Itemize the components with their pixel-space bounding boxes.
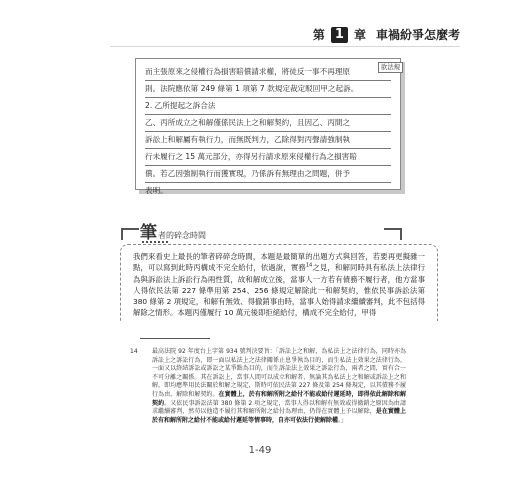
- answer-line: 則。法院應依第 249 條第 1 項第 7 款規定裁定駁回甲之起訴。: [145, 80, 391, 98]
- answer-line: 表明。: [145, 186, 168, 195]
- answer-line: 乙、丙所成立之和解僅係民法上之和解契約，且因乙、丙間之: [145, 114, 391, 132]
- chapter-header: [313, 26, 460, 43]
- page-number: 1-49: [248, 445, 272, 456]
- law-tag: 欲法規: [378, 62, 403, 73]
- essay-paragraph: [133, 251, 425, 319]
- footnote-number: 14: [130, 348, 138, 355]
- answer-line: 2. 乙所提起之訴合法: [145, 97, 391, 115]
- chapter-suffix: 章: [353, 28, 366, 42]
- corner-decoration-left: [121, 228, 139, 240]
- footnote-ref: 14: [305, 262, 313, 269]
- essay-text: 之見，和解同時具有私法上法律行為與訴訟法上訴訟行為兩性質，故和解成立後，當事人一方若有債務不履行者，他方當事人得依民法第 227 條準用第 254、256 條規定解除此一和解契約，惟依民事訴訟法第 380 條第 2 項規定，和解有無效、得撤銷事由時，當事人始得請求繼續審判，此不包括得解除之情形。本題丙僅履行 10 萬元後即拒絕給付，構成不完全給付，甲得: [133, 263, 425, 318]
- chapter-title: 車禍紛爭怎麼考: [375, 28, 460, 42]
- essay-title-text: 者的碎念時間: [158, 231, 206, 240]
- answer-box: [135, 58, 401, 195]
- footnote-rule: [140, 338, 210, 339]
- chapter-prefix: 第: [312, 28, 325, 42]
- corner-decoration-right: [384, 228, 402, 240]
- answer-line: 償。若乙因強制執行而獲實現，乃係訴有無理由之問題，併予: [145, 165, 391, 183]
- header-divider: [110, 46, 460, 47]
- footnote-text: 最高法院 92 年度台上字第 934 號判決要旨：「訴訟上之和解，為私法上之法律行為，同時亦為訴訟上之訴訟行為，即一面以私法上之法律關係止息爭執為目的，而生私法上效果之法律行為，一面又以終結訴訟或訴訟之某爭點為目的，而生訴訟法上效果之訴訟行為，兩者之間，實有合一不可分離之關係。其在訴訟上，當事人間可以成立和解者，無論其為私法上之和解或訴訟上之和解，即均應準用民法關於和解之規定，斯時可依民法第 227 條及第 254 條規定，以其債務不履行為由，解除和解契約。在實體上，於有和解所附之給付不能或給付遲延時，即得依此解除和解契約。又依民事訴訟法第 380 條第 2 項之規定，當事人得以和解有無效或得撤銷之原因為由請求繼續審判，然苟以他造不履行其和解所附之給付為理由，仍得在實體上予以解除，是在實體上於有和解所附之給付不能或給付遲延等情事時，自亦可依法行使解除權。」: [152, 348, 406, 424]
- title-dotted-rule: [142, 241, 168, 243]
- essay-text: 我們來看史上最長的筆者碎碎念時間，本題是最簡單的出題方式與回答，若要再更擬雜一點，可以寫到此時丙構成不完全給付，依過說，實務: [133, 252, 425, 273]
- chapter-number-badge: 1: [331, 27, 348, 43]
- answer-line: 而主張原來之侵權行為損害賠償請求權，將徒反一事不再理原: [145, 63, 391, 81]
- essay-title-big-char: 筆: [140, 223, 157, 243]
- essay-box: [120, 244, 438, 321]
- footnote: [130, 348, 406, 425]
- answer-line: 行未履行之 15 萬元部分，亦得另行請求原來侵權行為之損害賠: [145, 148, 391, 166]
- answer-line: 訴訟上和解屬有執行力，而無既判力，乙除得對丙聲請強制執: [145, 131, 391, 149]
- essay-title: [140, 218, 206, 243]
